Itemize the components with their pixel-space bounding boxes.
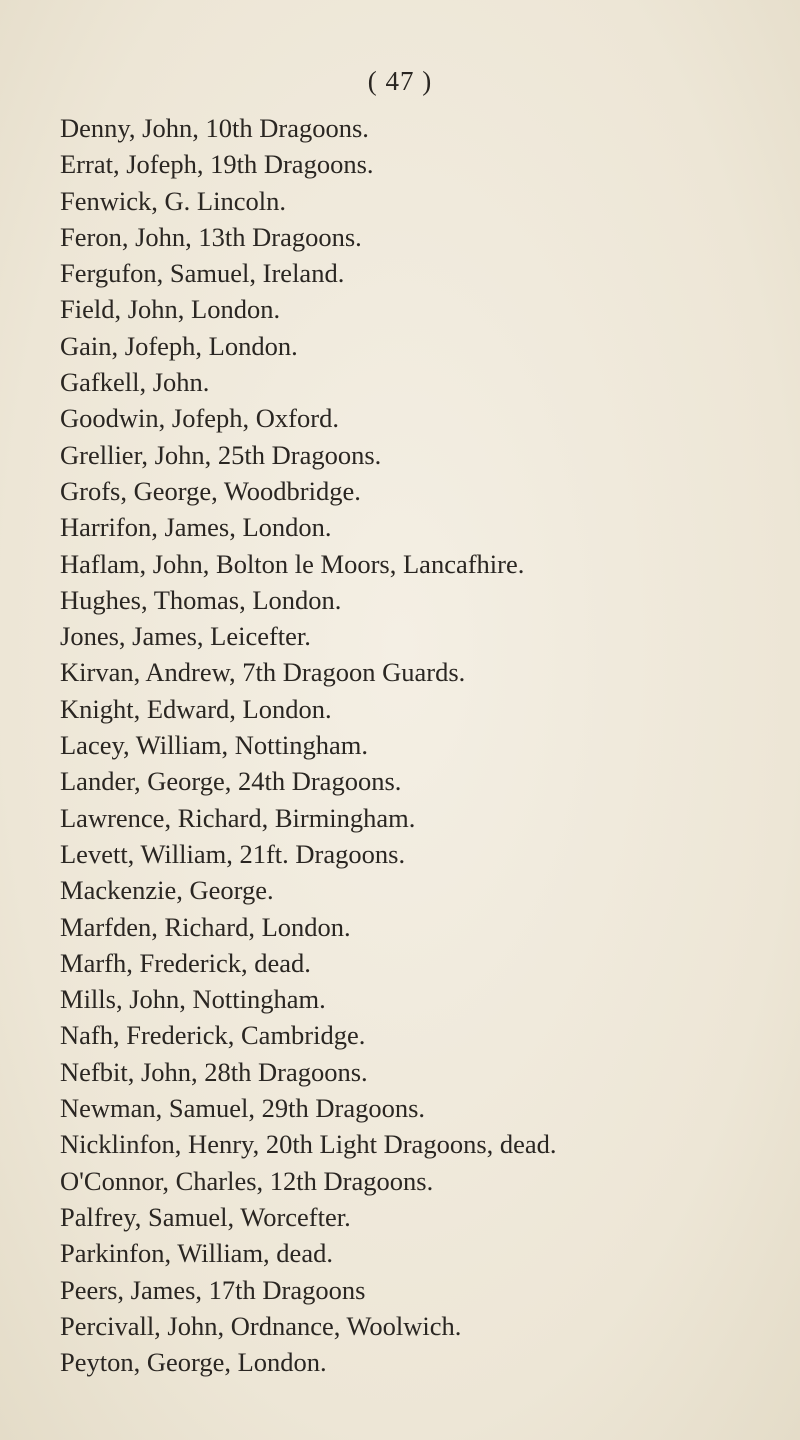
list-item: Jones, James, Leicefter. <box>60 621 311 652</box>
list-item: Lacey, William, Nottingham. <box>60 730 369 761</box>
list-item: Peyton, George, London. <box>60 1347 327 1378</box>
list-item: O'Connor, Charles, 12th Dragoons. <box>60 1165 434 1196</box>
list-item: Peers, James, 17th Dragoons <box>60 1274 366 1305</box>
list-item: Nafh, Frederick, Cambridge. <box>60 1020 366 1051</box>
list-item: Lawrence, Richard, Birmingham. <box>60 802 416 833</box>
list-item: Haflam, John, Bolton le Moors, Lancafhire. <box>60 548 525 579</box>
list-item: Marfh, Frederick, dead. <box>60 947 311 978</box>
list-item: Hughes, Thomas, London. <box>60 584 342 615</box>
list-item: Newman, Samuel, 29th Dragoons. <box>60 1093 426 1124</box>
list-item: Mills, John, Nottingham. <box>60 984 326 1015</box>
list-item: Fergufon, Samuel, Ireland. <box>60 258 345 289</box>
list-item: Nefbit, John, 28th Dragoons. <box>60 1056 368 1087</box>
list-item: Lander, George, 24th Dragoons. <box>60 766 402 797</box>
list-item: Percivall, John, Ordnance, Woolwich. <box>60 1310 462 1341</box>
list-item: Parkinfon, William, dead. <box>60 1238 333 1269</box>
list-item: Mackenzie, George. <box>60 875 274 906</box>
list-item: Field, John, London. <box>60 294 281 325</box>
list-item: Kirvan, Andrew, 7th Dragoon Guards. <box>60 657 466 688</box>
list-item: Errat, Jofeph, 19th Dragoons. <box>60 149 374 180</box>
list-item: Gafkell, John. <box>60 367 210 398</box>
list-item: Denny, John, 10th Dragoons. <box>60 113 369 143</box>
list-item: Grofs, George, Woodbridge. <box>60 475 361 506</box>
list-item: Knight, Edward, London. <box>60 693 332 724</box>
list-item: Feron, John, 13th Dragoons. <box>60 221 362 252</box>
list-item: Palfrey, Samuel, Worcefter. <box>60 1201 351 1232</box>
page-number: ( 47 ) <box>367 66 433 96</box>
list-item: Harrifon, James, London. <box>60 512 332 543</box>
list-item: Gain, Jofeph, London. <box>60 330 298 361</box>
subscriber-list <box>60 110 790 1380</box>
list-item: Grellier, John, 25th Dragoons. <box>60 439 382 470</box>
list-item: Nicklinfon, Henry, 20th Light Dragoons, dead. <box>60 1129 557 1160</box>
list-item: Levett, William, 21ft. Dragoons. <box>60 838 406 869</box>
list-item: Goodwin, Jofeph, Oxford. <box>60 403 339 434</box>
list-item: Marfden, Richard, London. <box>60 911 351 942</box>
list-item: Fenwick, G. Lincoln. <box>60 185 286 216</box>
